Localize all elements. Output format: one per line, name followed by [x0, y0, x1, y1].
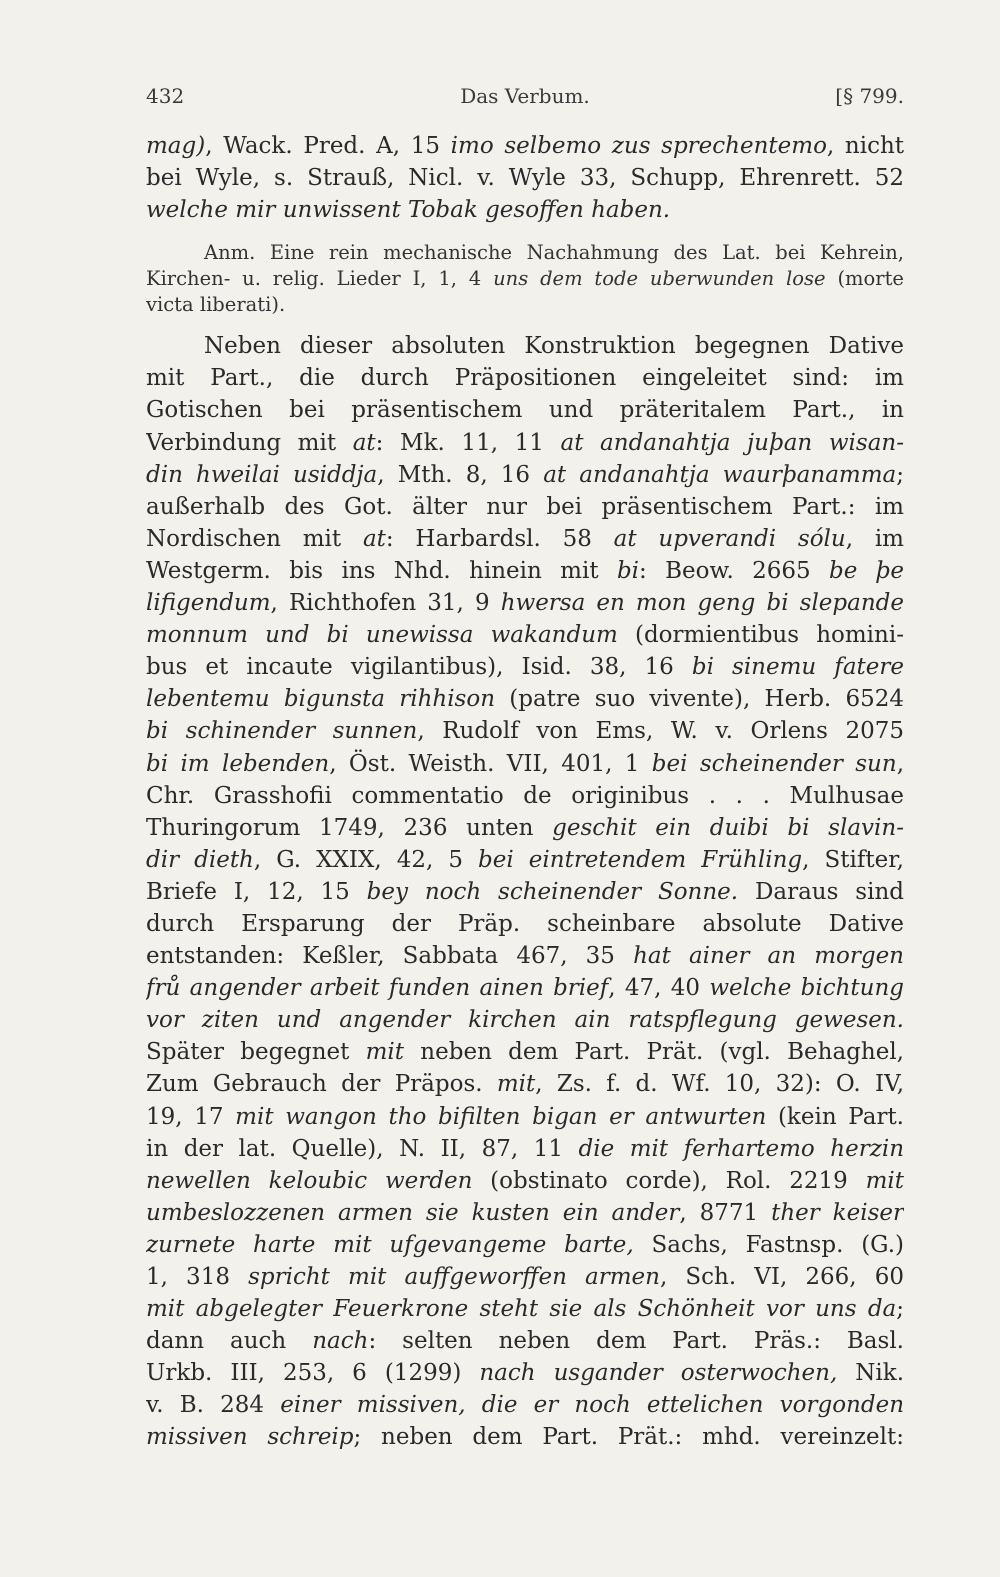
text-line — [146, 1004, 904, 1036]
italic-text: nach — [312, 1328, 369, 1355]
text-segment: : Beow. 2665 — [639, 557, 829, 584]
text-segment: Sachs, Fastnsp. (G.) — [633, 1231, 904, 1258]
italic-text: mit — [365, 1039, 405, 1066]
text-segment: Urkb. III, 253, 6 (1299) — [146, 1360, 480, 1387]
italic-text: lifigendum — [146, 590, 271, 617]
italic-text: hwersa en mon geng bi slepande — [500, 590, 904, 617]
italic-text: bi im lebenden — [146, 750, 330, 777]
text-segment: (kein Part. — [766, 1103, 904, 1130]
italic-text: monnum und bi unewissa wakandum — [146, 622, 618, 649]
text-segment: , Zs. f. d. Wf. 10, 32): O. IV, — [535, 1071, 904, 1098]
text-line — [146, 1421, 904, 1453]
italic-text: be þe — [828, 557, 904, 584]
text-segment: , Mth. 8, 16 — [377, 461, 544, 488]
text-line — [146, 1357, 904, 1389]
text-segment: Neben dieser absoluten Konstruktion begegnen Dative — [204, 333, 904, 360]
text-line — [146, 491, 904, 523]
text-segment: , 8771 — [679, 1199, 772, 1226]
italic-text: bi schinender sunnen — [146, 718, 418, 745]
text-segment: durch Ersparung der Präp. scheinbare absolute Dative — [146, 910, 904, 937]
text-segment: 1, 318 — [146, 1264, 249, 1290]
italic-text: at andanahtja waurþanamma — [543, 461, 897, 488]
text-segment: (obstinato corde), Rol. 2219 — [472, 1167, 866, 1194]
text-segment: bus et incaute vigilantibus), Isid. 38, 16 — [146, 654, 692, 681]
italic-text: lebentemu bigunsta rihhison — [146, 686, 496, 713]
text-segment: bei Wyle, s. Strauß, Nicl. v. Wyle 33, Schupp, Ehrenrett. 52 — [146, 165, 904, 192]
text-segment: Westgerm. bis ins Nhd. hinein mit — [146, 557, 617, 584]
text-segment: ; — [896, 461, 904, 488]
italic-text: uns dem tode uberwunden lose — [493, 267, 826, 291]
text-segment: Chr. Grasshofii commentatio de originibus . . . Mulhusae — [146, 782, 904, 809]
text-line — [146, 940, 904, 972]
text-line — [146, 1293, 904, 1325]
text-segment: : selten neben dem Part. Präs.: Basl. — [368, 1328, 904, 1355]
text-line — [146, 1389, 904, 1421]
italic-text: at — [362, 525, 386, 552]
text-segment: neben dem Part. Prät. (vgl. Behaghel, — [404, 1039, 904, 1066]
text-line — [146, 194, 904, 226]
italic-text: mag) — [146, 133, 206, 159]
text-line — [146, 1133, 904, 1165]
page-number: 432 — [146, 84, 185, 108]
italic-text: bi sinemu fatere — [691, 654, 904, 681]
text-line — [146, 812, 904, 844]
text-segment: mit Part., die durch Präpositionen eingeleitet sind: im — [146, 365, 904, 392]
text-line — [146, 1068, 904, 1100]
running-title: Das Verbum. — [460, 84, 590, 108]
text-segment: : Harbardsl. 58 — [385, 525, 614, 552]
section-marker: [§ 799. — [835, 84, 904, 108]
text-segment: ; neben dem Part. Prät.: mhd. vereinzelt: — [353, 1424, 904, 1451]
text-segment: Thuringorum 1749, 236 unten — [146, 814, 553, 841]
text-segment: , 47, 40 — [608, 975, 710, 1002]
text-segment: , Öst. Weisth. VII, 401, 1 — [329, 750, 652, 777]
italic-text: at upverandi sólu — [613, 525, 846, 552]
text-segment: , Sch. VI, 266, 60 — [659, 1264, 904, 1290]
text-line — [146, 427, 904, 459]
note-line — [146, 266, 904, 292]
text-line — [146, 362, 904, 394]
italic-text: imo selbemo zus sprechentemo — [450, 133, 827, 159]
text-line — [146, 715, 904, 747]
text-segment: Anm. Eine rein mechanische Nachahmung des Lat. bei Kehrein, — [204, 241, 904, 265]
text-segment: Daraus sind — [738, 878, 904, 905]
text-line — [146, 330, 904, 362]
italic-text: missiven schreip — [146, 1424, 354, 1451]
text-segment: außerhalb des Got. älter nur bei präsentischem Part.: im — [146, 493, 904, 520]
italic-text: mit wangon tho bifilten bigan er antwurten — [235, 1103, 767, 1130]
text-segment: victa liberati). — [146, 293, 286, 317]
text-segment: Briefe I, 12, 15 — [146, 878, 367, 905]
italic-text: bey noch scheinender Sonne. — [366, 878, 739, 905]
text-line — [146, 130, 904, 162]
text-segment: : Mk. 11, 11 — [375, 429, 561, 456]
text-line — [146, 844, 904, 876]
italic-text: mit — [865, 1167, 904, 1194]
text-segment: , G. XXIX, 42, 5 — [253, 846, 479, 873]
text-segment: Nik. — [837, 1360, 904, 1387]
italic-text: die mit ferhartemo herzin — [578, 1135, 904, 1162]
text-line — [146, 876, 904, 908]
text-segment: (dormientibus homini- — [617, 622, 904, 649]
text-segment: ; — [896, 1296, 904, 1323]
text-line — [146, 587, 904, 619]
italic-text: welche mir unwissent Tobak gesoffen haben. — [146, 197, 671, 224]
italic-text: geschit ein duibi bi slavin- — [552, 814, 904, 841]
text-segment: Verbindung mit — [146, 429, 353, 456]
text-line — [146, 1229, 904, 1261]
text-line — [146, 555, 904, 587]
italic-text: at — [352, 429, 376, 456]
italic-text: bi — [616, 557, 640, 584]
text-segment: (morte — [825, 267, 904, 291]
text-line — [146, 394, 904, 426]
italic-text: einer missiven, die er noch ettelichen vorgonden — [280, 1392, 904, 1419]
text-segment: , nicht — [826, 133, 904, 159]
text-segment: , im — [845, 525, 904, 552]
text-segment: v. B. 284 — [146, 1392, 281, 1419]
text-segment: , Wack. Pred. A, 15 — [205, 133, 451, 159]
text-segment: in der lat. Quelle), N. II, 87, 11 — [146, 1135, 579, 1162]
italic-text: umbeslozzenen armen sie kusten ein ander — [146, 1199, 680, 1226]
text-line — [146, 619, 904, 651]
italic-text: vor ziten und angender kirchen ain ratspflegung gewesen. — [146, 1007, 904, 1034]
text-line — [146, 1261, 904, 1293]
italic-text: newellen keloubic werden — [146, 1167, 473, 1194]
italic-text: zurnete harte mit ufgevangeme barte, — [146, 1231, 634, 1258]
text-line — [146, 1101, 904, 1133]
text-line — [146, 523, 904, 555]
note-line — [146, 292, 904, 318]
text-line — [146, 1165, 904, 1197]
italic-text: welche bichtung — [709, 975, 904, 1002]
italic-text: mit — [496, 1071, 536, 1098]
text-segment: Nordischen mit — [146, 525, 363, 552]
text-segment: Kirchen- u. relig. Lieder I, 1, 4 — [146, 267, 494, 291]
text-line — [146, 683, 904, 715]
italic-text: din hweilai usiddja — [146, 461, 378, 488]
text-line — [146, 651, 904, 683]
italic-text: bei scheinender sun — [651, 750, 897, 777]
text-line — [146, 1036, 904, 1068]
italic-text: ther keiser — [771, 1199, 904, 1226]
italic-text: dir dieth — [146, 846, 254, 873]
text-segment: Gotischen bei präsentischem und präteritalem Part., in — [146, 397, 904, 424]
text-line — [146, 748, 904, 780]
text-segment: (patre suo vivente), Herb. 6524 — [495, 686, 904, 713]
text-segment: , Rudolf von Ems, W. v. Orlens 2075 — [417, 718, 904, 745]
italic-text: hat ainer an morgen — [633, 943, 904, 970]
italic-text: frů angender arbeit funden ainen brief — [146, 975, 609, 1002]
text-line — [146, 1325, 904, 1357]
text-segment: Zum Gebrauch der Präpos. — [146, 1071, 497, 1098]
italic-text: mit abgelegter Feuerkrone steht sie als Schönheit vor uns da — [146, 1296, 897, 1323]
italic-text: bei eintretendem Frühling — [478, 846, 803, 873]
text-line — [146, 972, 904, 1004]
text-line — [146, 162, 904, 194]
text-segment: entstanden: Keßler, Sabbata 467, 35 — [146, 943, 634, 970]
text-segment: , Richthofen 31, 9 — [270, 590, 501, 617]
page-header — [146, 84, 904, 114]
text-segment: dann auch — [146, 1328, 313, 1355]
italic-text: at andanahtja juþan wisan- — [560, 429, 904, 456]
italic-text: nach usgander osterwochen, — [479, 1360, 838, 1387]
text-segment: , Stifter, — [802, 846, 904, 873]
note-line — [146, 240, 904, 266]
text-segment: , — [896, 750, 904, 777]
text-line — [146, 780, 904, 812]
body-text — [146, 130, 904, 1454]
text-line — [146, 1197, 904, 1229]
italic-text: spricht mit auffgeworffen armen — [248, 1264, 660, 1290]
text-line — [146, 459, 904, 491]
text-segment: 19, 17 — [146, 1103, 236, 1130]
text-segment: Später begegnet — [146, 1039, 366, 1066]
text-line — [146, 908, 904, 940]
